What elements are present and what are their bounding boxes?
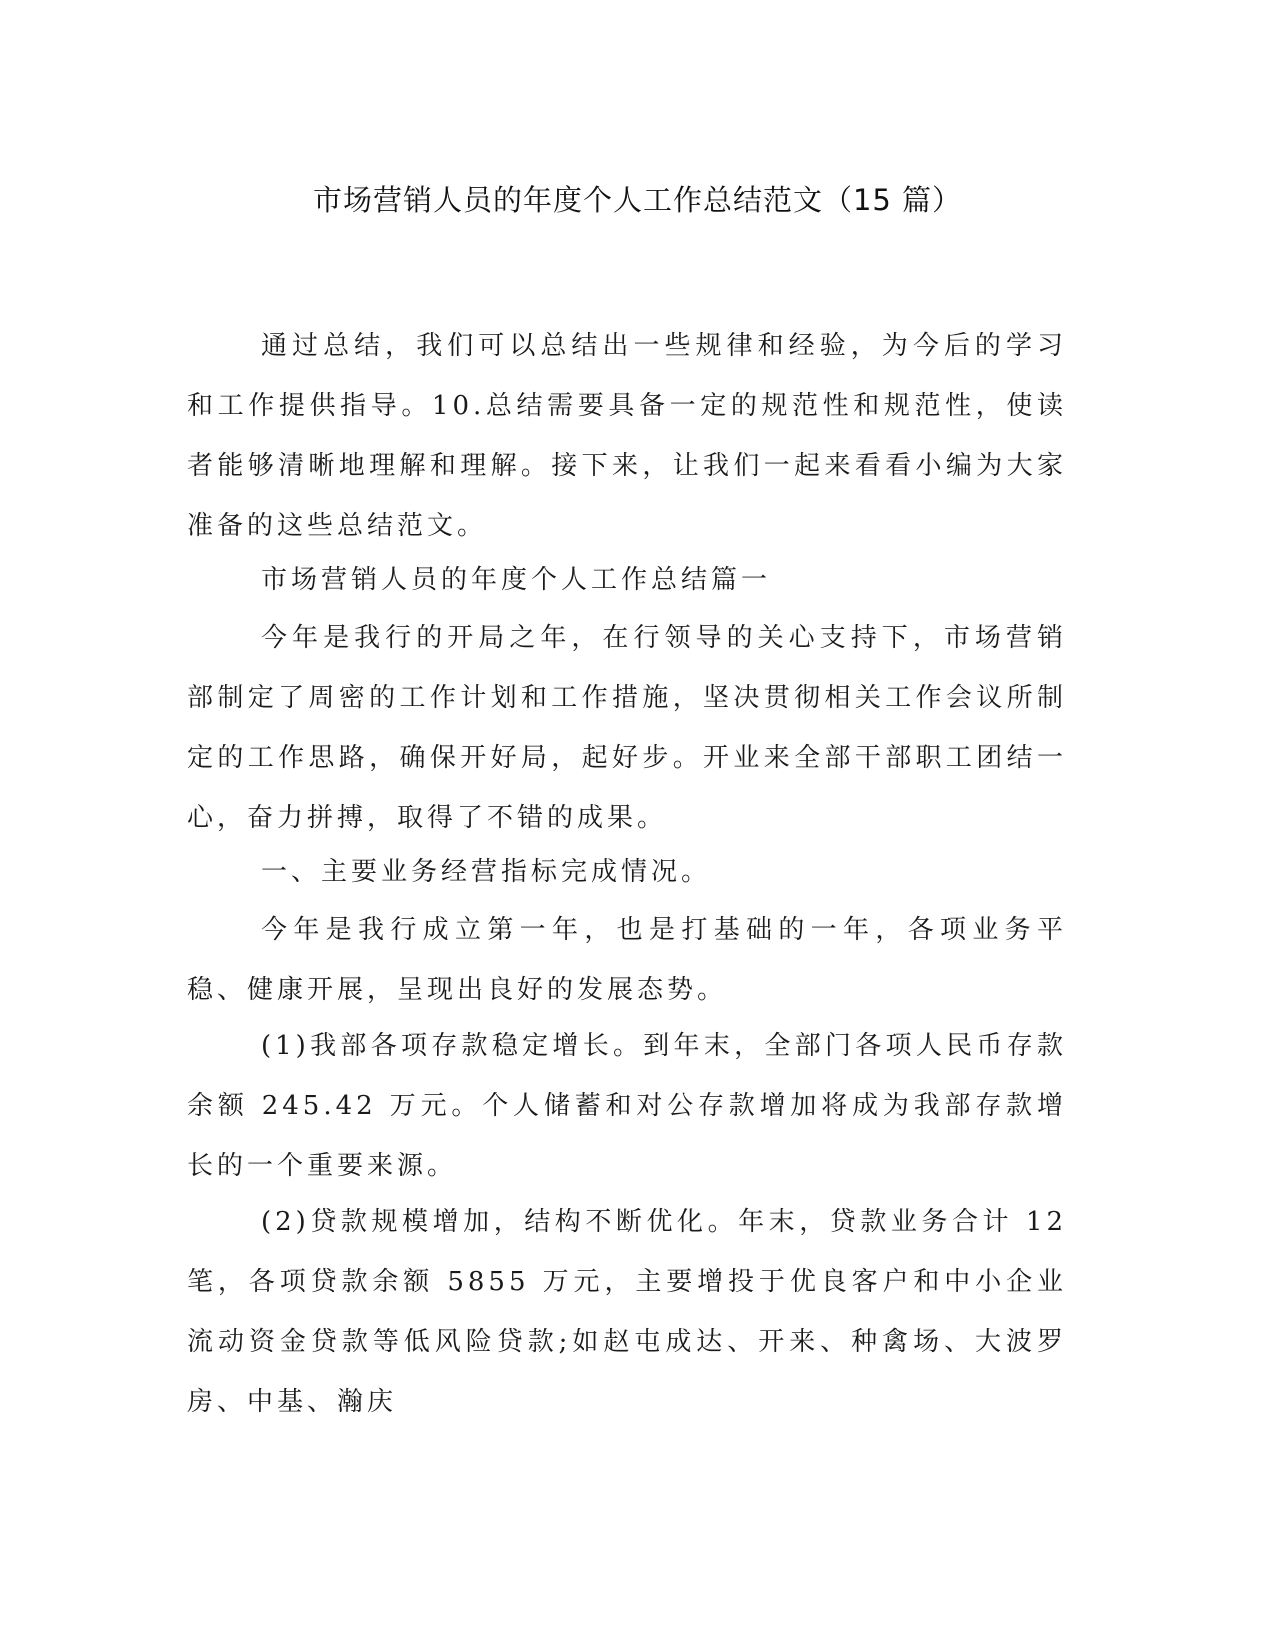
paragraph-loans: (2)贷款规模增加，结构不断优化。年末，贷款业务合计 12 笔，各项贷款余额 5855 万元，主要增投于优良客户和中小企业流动资金贷款等低风险贷款;如赵屯成达、开来、种禽场、大波罗房、中基、瀚庆 <box>187 1207 1067 1417</box>
section-heading-part-one: 市场营销人员的年度个人工作总结篇一 <box>261 565 772 595</box>
paragraph-opening-year: 今年是我行的开局之年，在行领导的关心支持下，市场营销部制定了周密的工作计划和工作措施，坚决贯彻相关工作会议所制定的工作思路，确保开好局，起好步。开业来全部干部职工团结一心，奋力拼搏，取得了不错的成果。 <box>187 623 1067 833</box>
paragraph-deposits: (1)我部各项存款稳定增长。到年末，全部门各项人民币存款余额 245.42 万元。个人储蓄和对公存款增加将成为我部存款增长的一个重要来源。 <box>187 1031 1067 1181</box>
document-title: 市场营销人员的年度个人工作总结范文（15 篇） <box>312 183 963 217</box>
paragraph-intro: 通过总结，我们可以总结出一些规律和经验，为今后的学习和工作提供指导。10.总结需要具备一定的规范性和规范性，使读者能够清晰地理解和理解。接下来，让我们一起来看看小编为大家准备的这些总结范文。 <box>187 331 1067 541</box>
section-heading-indicators: 一、主要业务经营指标完成情况。 <box>261 857 712 887</box>
paragraph-first-year: 今年是我行成立第一年，也是打基础的一年，各项业务平稳、健康开展，呈现出良好的发展态势。 <box>187 915 1067 1005</box>
